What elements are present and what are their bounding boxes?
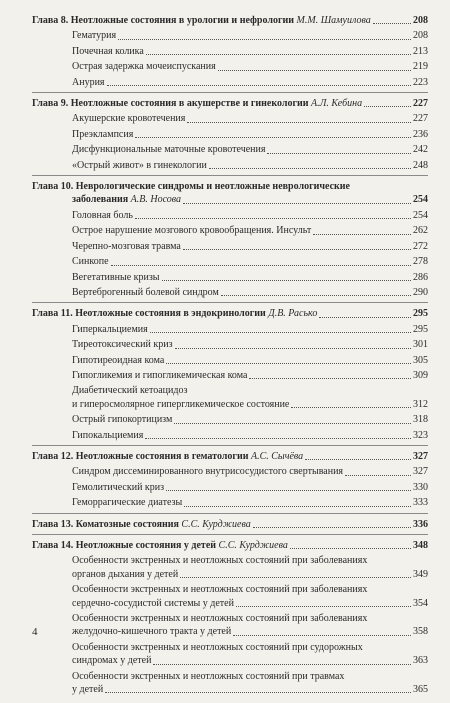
toc-entry <box>32 29 428 42</box>
page-number: 290 <box>413 286 428 298</box>
dot-leader <box>267 152 411 154</box>
chapter-8 <box>32 14 428 93</box>
page-number: 327 <box>413 450 428 462</box>
page-number: 358 <box>413 626 428 638</box>
chapter-label: Глава 14. <box>32 540 74 551</box>
page-number: 323 <box>413 429 428 441</box>
chapter-author: А.С. Сычёва <box>250 450 304 462</box>
toc-entry <box>32 496 428 509</box>
entry-title: и гиперосмолярное гипергликемическое состояние <box>72 398 290 410</box>
page-number: 305 <box>413 354 428 366</box>
toc-entry <box>32 323 428 336</box>
page-folio: 4 <box>32 626 38 638</box>
dot-leader <box>107 84 411 86</box>
dot-leader <box>184 505 411 507</box>
page-number: 208 <box>413 15 428 26</box>
page-number: 365 <box>413 684 428 696</box>
toc-entry <box>32 240 428 253</box>
chapter-10 <box>32 180 428 303</box>
toc-entry <box>32 369 428 382</box>
dot-leader <box>166 362 411 364</box>
dot-leader <box>153 663 411 665</box>
entry-title: Головная боль <box>72 209 133 221</box>
toc-entry-multiline <box>32 612 428 639</box>
dot-leader <box>146 53 411 55</box>
chapter-label: Глава 8. <box>32 15 69 26</box>
dot-leader <box>236 605 411 607</box>
chapter-title: Неотложные состояния у детей <box>75 540 217 551</box>
chapter-label: Глава 11. <box>32 308 73 320</box>
chapter-title-line1: Неврологические синдромы и неотложные неврологические <box>75 181 350 193</box>
chapter-title: Неотложные состояния в эндокринологии <box>75 308 266 320</box>
entry-title: Преэклампсия <box>72 128 134 140</box>
toc-entry-multiline <box>32 670 428 697</box>
page-number: 363 <box>413 655 428 667</box>
toc-entry <box>32 112 428 125</box>
chapter-title: Неотложные состояния в акушерстве и гинекологии <box>70 98 309 110</box>
dot-leader <box>313 233 411 235</box>
dot-leader <box>180 576 411 578</box>
chapter-heading <box>32 180 428 207</box>
page-number: 278 <box>413 256 428 268</box>
page-number: 348 <box>413 540 428 551</box>
page-number: 262 <box>413 225 428 237</box>
toc-entry <box>32 354 428 367</box>
toc-entry <box>32 159 428 172</box>
dot-leader <box>373 22 411 24</box>
dot-leader <box>319 316 411 318</box>
dot-leader <box>105 691 411 693</box>
entry-title: Вертеброгенный болевой синдром <box>72 286 219 298</box>
chapter-11 <box>32 307 428 446</box>
toc-entry <box>32 413 428 426</box>
table-of-contents <box>32 14 428 703</box>
toc-entry <box>32 465 428 478</box>
dot-leader <box>135 217 411 219</box>
dot-leader <box>209 167 411 169</box>
toc-entry <box>32 224 428 237</box>
page-number: 309 <box>413 369 428 381</box>
entry-title: Черепно-мозговая травма <box>72 240 181 252</box>
entry-title: Гематурия <box>72 30 117 42</box>
dot-leader <box>233 634 411 636</box>
page-number: 295 <box>413 323 428 335</box>
chapter-title: Неотложные состояния в урологии и нефрологии <box>70 15 295 26</box>
entry-title: Синдром диссеминированного внутрисосудистого свертывания <box>72 466 344 478</box>
page-number: 286 <box>413 271 428 283</box>
page-number: 219 <box>413 61 428 73</box>
toc-entry-multiline <box>32 641 428 668</box>
entry-title-line1: Особенности экстренных и неотложных состояний при травмах <box>72 670 345 682</box>
chapter-author: С.С. Курджиева <box>218 540 288 551</box>
entry-title: Дисфункциональные маточные кровотечения <box>72 144 266 156</box>
entry-title-line1: Особенности экстренных и неотложных состояний при заболеваниях <box>72 584 368 596</box>
chapter-label: Глава 12. <box>32 450 74 462</box>
entry-title-line1: Особенности экстренных и неотложных состояний при судорожных <box>72 641 363 653</box>
entry-title: Острая задержка мочеиспускания <box>72 61 216 73</box>
dot-leader <box>183 248 411 250</box>
dot-leader <box>183 202 411 204</box>
entry-title: органов дыхания у детей <box>72 568 179 580</box>
chapter-label: Глава 13. <box>32 518 74 530</box>
page-number: 318 <box>413 414 428 426</box>
dot-leader <box>162 279 411 281</box>
page-number: 295 <box>413 308 428 320</box>
page-number: 254 <box>413 194 428 206</box>
entry-title: Почечная колика <box>72 45 144 57</box>
chapter-author: А.В. Носова <box>130 194 182 206</box>
dot-leader <box>111 264 411 266</box>
page-number: 333 <box>413 497 428 509</box>
dot-leader <box>249 377 411 379</box>
toc-entry <box>32 60 428 73</box>
toc-entry <box>32 338 428 351</box>
chapter-heading <box>32 450 428 463</box>
page-number: 236 <box>413 128 428 140</box>
page-number: 272 <box>413 240 428 252</box>
dot-leader <box>175 347 411 349</box>
page-number: 330 <box>413 481 428 493</box>
toc-entry <box>32 45 428 58</box>
entry-title: Гипотиреоидная кома <box>72 354 165 366</box>
toc-entry <box>32 271 428 284</box>
entry-title: сердечно-сосудистой системы у детей <box>72 597 234 609</box>
dot-leader <box>364 105 411 107</box>
chapter-heading <box>32 97 428 110</box>
page-number: 327 <box>413 466 428 478</box>
chapter-heading <box>32 539 428 552</box>
chapter-label: Глава 10. <box>32 181 74 193</box>
dot-leader <box>290 547 411 549</box>
chapter-author: С.С. Курджиева <box>181 518 251 530</box>
page-number: 349 <box>413 568 428 580</box>
dot-leader <box>253 526 411 528</box>
entry-title: у детей <box>72 684 104 696</box>
page-number: 312 <box>413 398 428 410</box>
dot-leader <box>218 69 411 71</box>
toc-entry-multiline <box>32 583 428 610</box>
chapter-title-line2: заболевания <box>72 194 129 206</box>
chapter-heading <box>32 307 428 320</box>
chapter-author: М.М. Шамуилова <box>296 15 371 26</box>
entry-title: Геморрагические диатезы <box>72 497 183 509</box>
entry-title-line1: Особенности экстренных и неотложных состояний при заболеваниях <box>72 555 368 567</box>
entry-title: Синкопе <box>72 256 109 268</box>
entry-title: Тиреотоксический криз <box>72 339 173 351</box>
dot-leader <box>118 38 411 40</box>
page-number: 223 <box>413 76 428 88</box>
entry-title: синдромах у детей <box>72 655 152 667</box>
page-number: 301 <box>413 339 428 351</box>
entry-title: Анурия <box>72 76 105 88</box>
dot-leader <box>305 458 411 460</box>
entry-title: Острый гипокортицизм <box>72 414 173 426</box>
dot-leader <box>187 121 411 123</box>
page-number: 248 <box>413 159 428 171</box>
entry-title: желудочно-кишечного тракта у детей <box>72 626 232 638</box>
dot-leader <box>291 406 411 408</box>
entry-title: Гипокальциемия <box>72 429 144 441</box>
toc-entry <box>32 255 428 268</box>
dot-leader <box>174 422 411 424</box>
entry-title: Гипогликемия и гипогликемическая кома <box>72 369 248 381</box>
toc-entry <box>32 128 428 141</box>
dot-leader <box>145 437 411 439</box>
chapter-14 <box>32 539 428 699</box>
dot-leader <box>166 489 411 491</box>
entry-title: Острое нарушение мозгового кровообращения. Инсульт <box>72 225 312 237</box>
chapter-author: А.Л. Кебина <box>311 98 363 110</box>
dot-leader <box>135 136 411 138</box>
page-number: 227 <box>413 98 428 110</box>
chapter-heading <box>32 14 428 27</box>
chapter-12 <box>32 450 428 514</box>
entry-title-line1: Особенности экстренных и неотложных состояний при заболеваниях <box>72 613 368 625</box>
page-number: 208 <box>413 30 428 42</box>
toc-entry <box>32 143 428 156</box>
toc-entry-multiline <box>32 554 428 581</box>
entry-title: Гемолитический криз <box>72 481 165 493</box>
entry-title-line1: Диабетический кетоацидоз <box>72 385 188 397</box>
chapter-label: Глава 9. <box>32 98 69 110</box>
dot-leader <box>345 474 411 476</box>
entry-title: Акушерские кровотечения <box>72 113 186 125</box>
page-number: 213 <box>413 45 428 57</box>
entry-title: «Острый живот» в гинекологии <box>72 159 207 171</box>
chapter-9 <box>32 97 428 176</box>
entry-title: Вегетативные кризы <box>72 271 160 283</box>
dot-leader <box>150 331 411 333</box>
toc-entry <box>32 76 428 89</box>
page-number: 227 <box>413 113 428 125</box>
page-number: 336 <box>413 518 428 530</box>
page-number: 254 <box>413 209 428 221</box>
chapter-heading <box>32 518 428 531</box>
toc-entry <box>32 286 428 299</box>
chapter-title: Неотложные состояния в гематологии <box>75 450 249 462</box>
chapter-title: Коматозные состояния <box>75 518 179 530</box>
entry-title: Гиперкальциемия <box>72 323 148 335</box>
toc-entry <box>32 429 428 442</box>
page-number: 354 <box>413 597 428 609</box>
page-number: 242 <box>413 144 428 156</box>
chapter-13 <box>32 518 428 535</box>
toc-entry <box>32 481 428 494</box>
toc-entry-multiline <box>32 384 428 411</box>
toc-entry <box>32 209 428 222</box>
chapter-author: Д.В. Расько <box>268 308 318 320</box>
dot-leader <box>221 294 411 296</box>
